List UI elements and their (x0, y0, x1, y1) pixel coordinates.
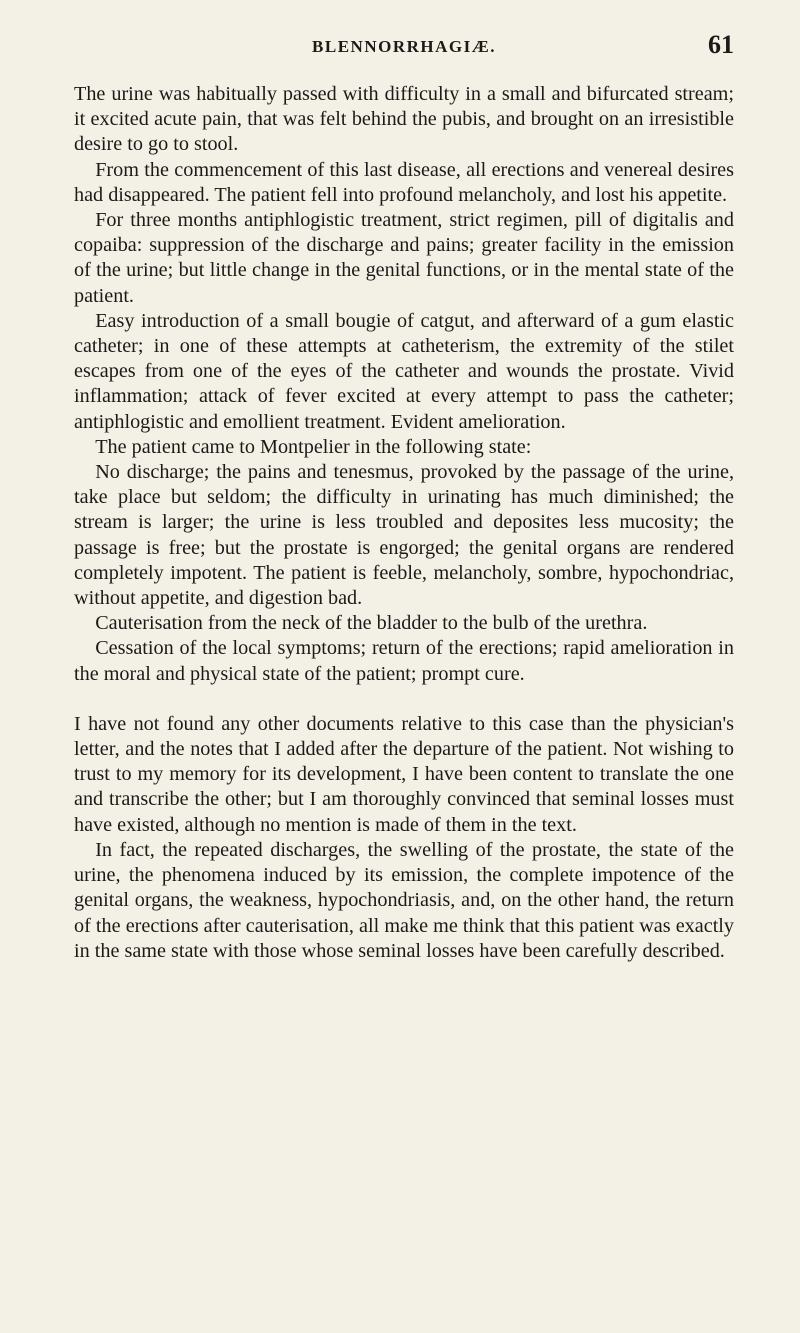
section-gap (74, 687, 734, 712)
paragraph: I have not found any other documents relative to this case than the physician's letter, and the notes that I added after the departure of the patient. Not wishing to trust to my memory for its development, I have been content to translate the one and transcribe the other; but I am thoroughly convinced that seminal losses must have existed, although no mention is made of them in the text. (74, 712, 734, 836)
paragraph: Easy introduction of a small bougie of catgut, and afterward of a gum elastic catheter; in one of these attempts at catheterism, the extremity of the stilet escapes from one of the eyes of the catheter and wounds the prostate. Vivid inflammation; attack of fever excited at every attempt to pass the catheter; antiphlogistic and emollient treatment. Evident amelioration. (74, 309, 734, 433)
paragraph: From the commencement of this last disease, all erections and venereal desires had disappeared. The patient fell into profound melancholy, and lost his appetite. (74, 158, 734, 206)
paragraph: Cauterisation from the neck of the bladder to the bulb of the urethra. (95, 612, 648, 635)
running-title: BLENNORRHAGIÆ. (312, 37, 496, 56)
running-head (74, 30, 734, 64)
paragraph: The patient came to Montpelier in the following state: (95, 435, 532, 458)
paragraph: In fact, the repeated discharges, the swelling of the prostate, the state of the urine, the phenomena induced by its emission, the complete impotence of the genital organs, the weakness, hypochondriasis, and, on the other hand, the return of the erections after cauterisation, all make me think that this patient was exactly in the same state with those whose seminal losses have been carefully described. (74, 838, 734, 962)
paragraph: No discharge; the pains and tenesmus, provoked by the passage of the urine, take place but seldom; the difficulty in urinating has much diminished; the stream is larger; the urine is less troubled and deposites less mucosity; the passage is free; but the prostate is engorged; the genital organs are rendered completely impotent. The patient is feeble, melancholy, sombre, hypochondriac, without appetite, and digestion bad. (74, 461, 734, 610)
body-text (74, 82, 734, 964)
paragraph: For three months antiphlogistic treatment, strict regimen, pill of digitalis and copaiba: suppression of the discharge and pains; greater facility in the emission of the urine; but little change in the genital functions, or in the mental state of the patient. (74, 209, 734, 307)
page-number: 61 (708, 30, 734, 59)
paragraph: Cessation of the local symptoms; return of the erections; rapid amelioration in the moral and physical state of the patient; prompt cure. (74, 637, 734, 685)
paragraph: The urine was habitually passed with difficulty in a small and bifurcated stream; it excited acute pain, that was felt behind the pubis, and brought on an irresistible desire to go to stool. (74, 83, 734, 156)
